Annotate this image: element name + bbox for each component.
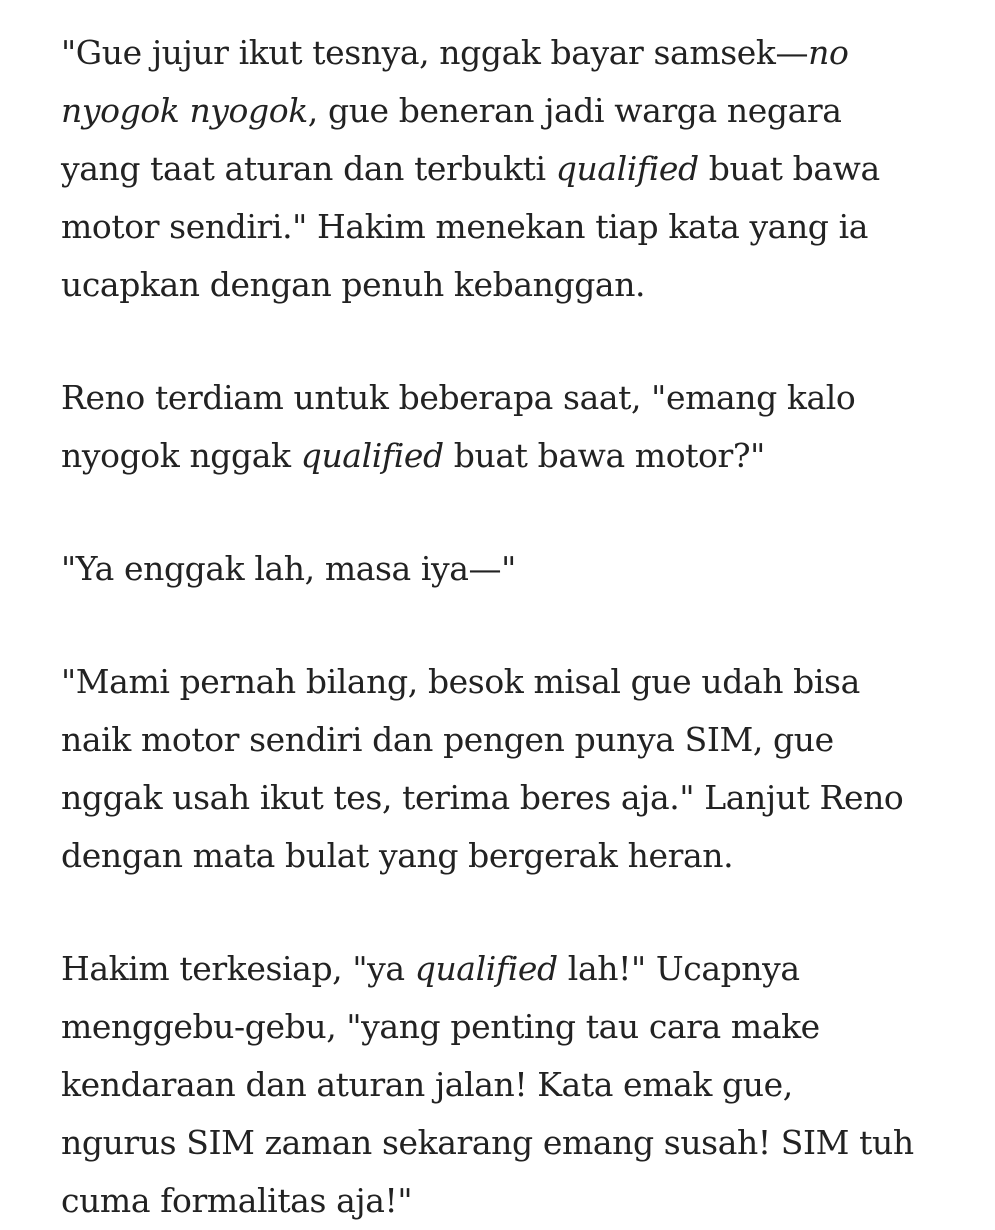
text-line	[61, 940, 935, 998]
text-segment: yang taat aturan dan terbukti	[61, 149, 556, 188]
italic-text: qualified	[555, 149, 699, 188]
text-line	[61, 711, 935, 769]
text-segment: nggak usah ikut tes, terima beres aja." Lanjut Reno	[61, 778, 904, 817]
text-line	[61, 24, 935, 82]
italic-text: qualified	[414, 949, 558, 988]
text-segment: lah!" Ucapnya	[557, 949, 800, 988]
text-segment: buat bawa motor?"	[443, 436, 765, 475]
story-paragraph	[61, 369, 935, 485]
text-line	[61, 1056, 935, 1114]
text-segment: motor sendiri." Hakim menekan tiap kata yang ia	[61, 207, 869, 246]
text-segment: nyogok nggak	[61, 436, 301, 475]
text-line	[61, 540, 935, 598]
text-segment: dengan mata bulat yang bergerak heran.	[61, 836, 734, 875]
italic-text: nyogok nyogok	[61, 91, 308, 130]
text-segment: "Mami pernah bilang, besok misal gue udah bisa	[61, 662, 860, 701]
text-line	[61, 1114, 935, 1172]
italic-text: qualified	[300, 436, 444, 475]
italic-text: no	[808, 33, 849, 72]
story-paragraph	[61, 540, 935, 598]
text-segment: buat bawa	[698, 149, 880, 188]
text-line	[61, 256, 935, 314]
text-line	[61, 769, 935, 827]
text-segment: , gue beneran jadi warga negara	[307, 91, 842, 130]
text-line	[61, 1172, 935, 1230]
text-segment: ucapkan dengan penuh kebanggan.	[61, 265, 646, 304]
story-paragraph	[61, 24, 935, 314]
story-paragraph	[61, 653, 935, 885]
text-line	[61, 827, 935, 885]
text-segment: cuma formalitas aja!"	[61, 1181, 413, 1220]
text-line	[61, 653, 935, 711]
text-segment: kendaraan dan aturan jalan! Kata emak gue,	[61, 1065, 793, 1104]
text-segment: Reno terdiam untuk beberapa saat, "emang kalo	[61, 378, 856, 417]
text-line	[61, 82, 935, 140]
text-segment: naik motor sendiri dan pengen punya SIM, gue	[61, 720, 834, 759]
text-line	[61, 198, 935, 256]
text-line	[61, 369, 935, 427]
text-segment: Hakim terkesiap, "ya	[61, 949, 415, 988]
story-paragraph	[61, 940, 935, 1230]
text-line	[61, 998, 935, 1056]
text-line	[61, 427, 935, 485]
text-line	[61, 140, 935, 198]
text-segment: "Ya enggak lah, masa iya—"	[61, 549, 516, 588]
text-segment: menggebu-gebu, "yang penting tau cara make	[61, 1007, 820, 1046]
text-segment: ngurus SIM zaman sekarang emang susah! SIM tuh	[61, 1123, 914, 1162]
text-segment: "Gue jujur ikut tesnya, nggak bayar samsek—	[61, 33, 809, 72]
